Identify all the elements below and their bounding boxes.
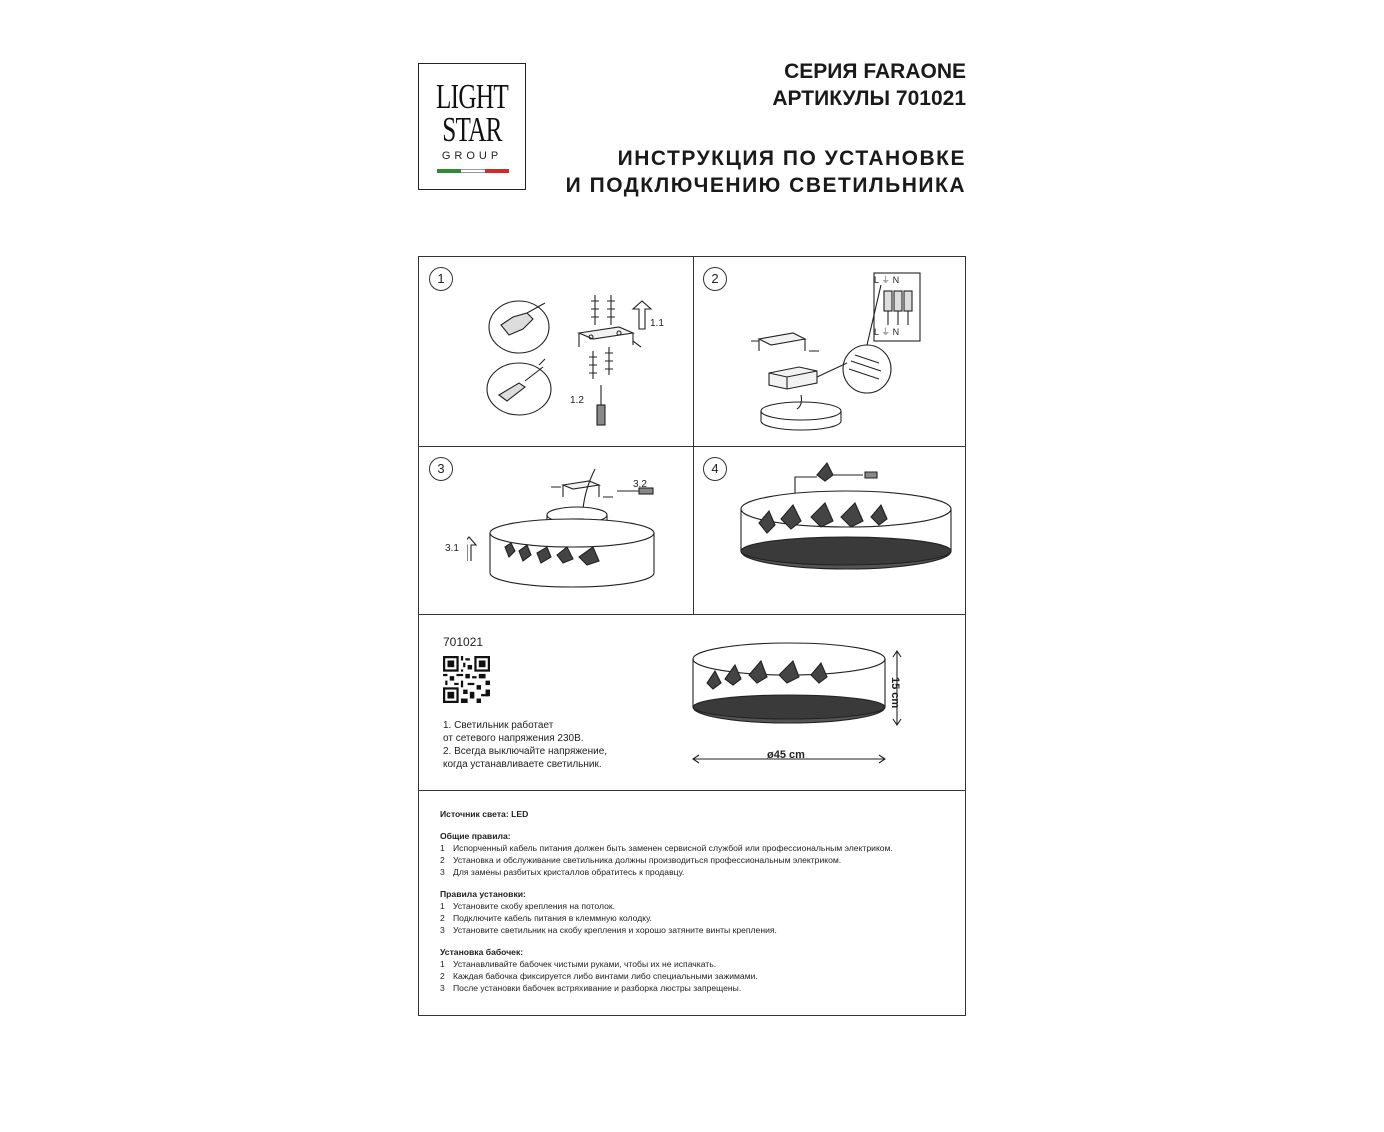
item-text: Испорченный кабель питания должен быть заменен сервисной службой или профессиональным электриком. [453, 843, 893, 853]
instruction-sheet [418, 256, 966, 1016]
instruction-title-line1: ИНСТРУКЦИЯ ПО УСТАНОВКЕ [617, 147, 966, 170]
logo-flag-stripe [437, 169, 509, 173]
step-4-illustration [729, 457, 959, 607]
divider [693, 257, 694, 614]
list-item [440, 900, 893, 912]
list-item [440, 970, 893, 982]
height-dimension-label: 15 cm [889, 677, 901, 709]
instruction-title-line2: И ПОДКЛЮЧЕНИЮ СВЕТИЛЬНИКА [565, 174, 966, 197]
item-number: 1 [440, 901, 445, 911]
list-item [440, 866, 893, 878]
list-item [440, 924, 893, 936]
articles-title: АРТИКУЛЫ 701021 [772, 87, 966, 110]
step-1-illustration [479, 285, 679, 435]
item-text: После установки бабочек встряхивание и разборка люстры запрещены. [453, 983, 742, 993]
note-line: 1. Светильник работает [443, 720, 554, 731]
flag-white [461, 169, 485, 173]
step-4-number: 4 [703, 457, 727, 481]
logo-line-star: STAR [442, 110, 502, 149]
divider [419, 614, 965, 615]
list-item [440, 982, 893, 994]
note-line: 2. Всегда выключайте напряжение, [443, 746, 608, 757]
note-line: от сетевого напряжения 230В. [443, 733, 584, 744]
item-text: Установите скобу крепления на потолок. [453, 901, 616, 911]
step-1-label-a: 1.1 [650, 318, 664, 329]
step-2-terminal-bottom: L ⏚ N [874, 327, 900, 337]
item-text: Установка и обслуживание светильника должны производиться профессиональным электриком. [453, 855, 842, 865]
list-item [440, 854, 893, 866]
logo-line-light: LIGHT [436, 77, 508, 116]
item-text: Каждая бабочка фиксируется либо винтами либо специальными зажимами. [453, 971, 758, 981]
item-number: 2 [440, 971, 445, 981]
light-source: Источник света: LED [440, 809, 529, 819]
step-3-label-b: 3.1 [445, 543, 459, 554]
item-number: 3 [440, 925, 445, 935]
list-item [440, 958, 893, 970]
step-2-terminal-top: L ⏚ N [874, 275, 900, 285]
item-text: Устанавливайте бабочек чистыми руками, чтобы их не испачкать. [453, 959, 717, 969]
item-number: 1 [440, 843, 445, 853]
safety-notes [443, 719, 607, 771]
item-text: Подключите кабель питания в клеммную колодку. [453, 913, 652, 923]
flag-green [437, 169, 461, 173]
logo-line-group: GROUP [441, 150, 503, 162]
butterfly-rules-title: Установка бабочек: [440, 947, 524, 957]
item-number: 3 [440, 983, 445, 993]
list-item [440, 842, 893, 854]
step-2-illustration [739, 271, 939, 431]
install-rules-title: Правила установки: [440, 889, 526, 899]
item-number: 2 [440, 855, 445, 865]
list-item [440, 912, 893, 924]
divider [419, 790, 965, 791]
item-number: 3 [440, 867, 445, 877]
qr-code [443, 656, 490, 703]
item-number: 2 [440, 913, 445, 923]
item-text: Для замены разбитых кристаллов обратитесь к продавцу. [453, 867, 685, 877]
specifications-text [440, 808, 893, 1004]
step-1-label-b: 1.2 [570, 395, 584, 406]
step-2-number: 2 [703, 267, 727, 291]
step-1-number: 1 [429, 267, 453, 291]
series-header [772, 58, 966, 112]
note-line: когда устанавливаете светильник. [443, 759, 602, 770]
article-number: 701021 [443, 635, 484, 649]
item-text: Установите светильник на скобу крепления и хорошо затяните винты крепления. [453, 925, 777, 935]
brand-logo [418, 63, 526, 190]
step-3-label-a: 3.2 [633, 479, 647, 490]
step-3-number: 3 [429, 457, 453, 481]
instruction-header [566, 145, 966, 199]
general-rules-title: Общие правила: [440, 831, 511, 841]
diameter-dimension-label: ø45 cm [767, 749, 805, 761]
divider [419, 446, 965, 447]
flag-red [485, 169, 509, 173]
item-number: 1 [440, 959, 445, 969]
series-title: СЕРИЯ FARAONE [784, 60, 966, 83]
